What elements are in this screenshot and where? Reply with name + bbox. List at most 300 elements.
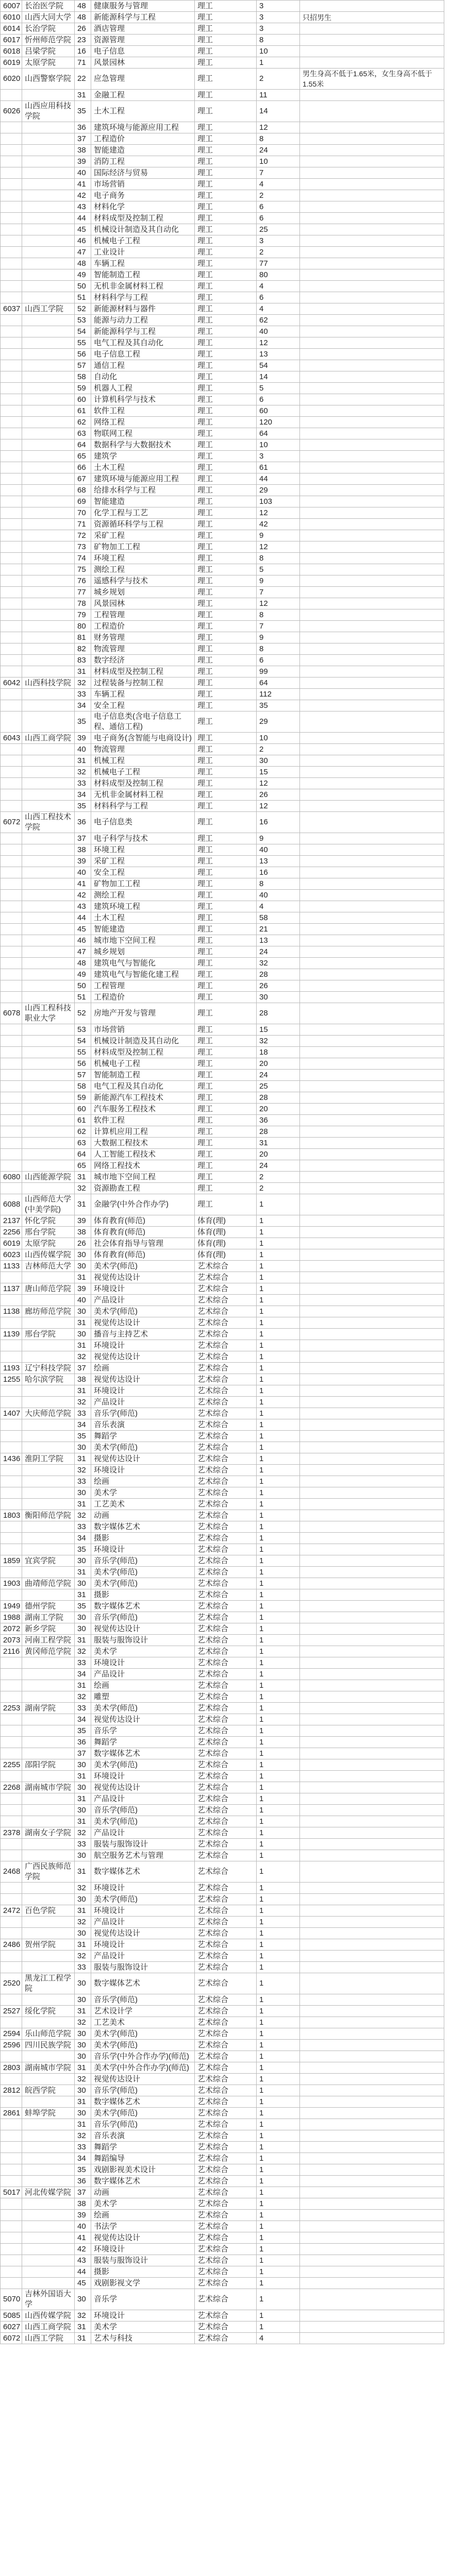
major-name-cell: 酒店管理	[91, 23, 195, 35]
plan-count-cell: 25	[257, 224, 300, 235]
school-name-cell	[22, 2198, 75, 2210]
major-name-cell: 资源管理	[91, 35, 195, 46]
category-cell: 艺术综合	[195, 1771, 257, 1782]
category-cell: 理工	[195, 755, 257, 767]
school-name-cell: 山西工程技术学院	[22, 812, 75, 833]
major-name-cell: 材料成型及控制工程	[91, 213, 195, 224]
table-row	[1, 1635, 444, 1646]
remark-cell	[300, 564, 444, 575]
major-name-cell: 工艺美术	[91, 1499, 195, 1510]
school-name-cell: 湖南学院	[22, 1703, 75, 1714]
school-code-cell	[1, 1024, 22, 1036]
major-code-cell: 52	[75, 303, 91, 315]
school-name-cell	[22, 2130, 75, 2142]
plan-count-cell: 12	[257, 122, 300, 133]
category-cell: 艺术综合	[195, 1623, 257, 1635]
school-name-cell	[22, 2244, 75, 2255]
school-code-cell	[1, 856, 22, 867]
school-code-cell: 2268	[1, 1782, 22, 1793]
school-name-cell	[22, 1317, 75, 1329]
school-code-cell: 6023	[1, 1249, 22, 1261]
remark-cell	[300, 1861, 444, 1883]
major-name-cell: 建筑环境与能源应用工程	[91, 122, 195, 133]
remark-cell	[300, 1419, 444, 1431]
major-name-cell: 过程装备与控制工程	[91, 677, 195, 689]
major-code-cell: 38	[75, 844, 91, 856]
table-row	[1, 946, 444, 958]
major-name-cell: 新能源科学与工程	[91, 326, 195, 337]
table-row	[1, 1883, 444, 1894]
remark-cell	[300, 1351, 444, 1363]
major-name-cell: 视觉传达设计	[91, 2074, 195, 2085]
category-cell: 理工	[195, 530, 257, 541]
table-row	[1, 224, 444, 235]
school-code-cell	[1, 1748, 22, 1759]
school-name-cell	[22, 439, 75, 451]
school-code-cell: 2073	[1, 1635, 22, 1646]
major-code-cell: 50	[75, 980, 91, 992]
table-row	[1, 1805, 444, 1816]
school-code-cell	[1, 2266, 22, 2278]
remark-cell	[300, 1816, 444, 1827]
major-code-cell: 73	[75, 541, 91, 553]
school-name-cell	[22, 1669, 75, 1680]
major-code-cell: 74	[75, 553, 91, 564]
category-cell: 艺术综合	[195, 2310, 257, 2321]
plan-count-cell: 24	[257, 145, 300, 156]
category-cell: 艺术综合	[195, 1317, 257, 1329]
plan-count-cell: 25	[257, 1081, 300, 1092]
major-name-cell: 健康服务与管理	[91, 1, 195, 12]
school-name-cell: 吉林外国语大学	[22, 2289, 75, 2310]
remark-cell	[300, 1973, 444, 1994]
major-name-cell: 舞蹈学	[91, 2142, 195, 2153]
plan-count-cell: 3	[257, 235, 300, 247]
school-name-cell	[22, 1138, 75, 1149]
school-name-cell	[22, 326, 75, 337]
category-cell: 艺术综合	[195, 1894, 257, 1905]
category-cell: 理工	[195, 878, 257, 890]
school-code-cell	[1, 156, 22, 167]
school-name-cell	[22, 2210, 75, 2221]
school-name-cell	[22, 655, 75, 666]
plan-count-cell: 1	[257, 1249, 300, 1261]
remark-cell	[300, 856, 444, 867]
remark-cell	[300, 946, 444, 958]
category-cell: 理工	[195, 1126, 257, 1138]
major-code-cell: 36	[75, 122, 91, 133]
school-code-cell	[1, 598, 22, 609]
major-code-cell: 59	[75, 383, 91, 394]
category-cell: 理工	[195, 856, 257, 867]
plan-count-cell: 28	[257, 969, 300, 980]
remark-cell	[300, 496, 444, 507]
school-code-cell	[1, 1397, 22, 1408]
school-code-cell	[1, 1317, 22, 1329]
remark-cell	[300, 1748, 444, 1759]
school-code-cell: 2527	[1, 2006, 22, 2017]
remark-cell	[300, 1092, 444, 1104]
school-name-cell	[22, 179, 75, 190]
category-cell: 理工	[195, 428, 257, 439]
major-name-cell: 视觉传达设计	[91, 1714, 195, 1725]
school-code-cell	[1, 2096, 22, 2108]
major-code-cell: 30	[75, 1555, 91, 1567]
school-name-cell	[22, 1657, 75, 1669]
school-code-cell	[1, 179, 22, 190]
major-code-cell: 43	[75, 2255, 91, 2266]
major-name-cell: 数字媒体艺术	[91, 1748, 195, 1759]
major-name-cell: 市场营销	[91, 179, 195, 190]
school-code-cell	[1, 462, 22, 473]
school-name-cell: 山西科技学院	[22, 677, 75, 689]
category-cell: 理工	[195, 57, 257, 69]
school-name-cell	[22, 1115, 75, 1126]
major-name-cell: 环境设计	[91, 1939, 195, 1951]
remark-cell	[300, 1578, 444, 1589]
remark-cell	[300, 1340, 444, 1351]
category-cell: 艺术综合	[195, 1601, 257, 1612]
remark-cell	[300, 2176, 444, 2187]
category-cell: 理工	[195, 924, 257, 935]
category-cell: 艺术综合	[195, 2210, 257, 2221]
plan-count-cell: 1	[257, 1351, 300, 1363]
school-code-cell	[1, 655, 22, 666]
plan-count-cell: 1	[257, 1827, 300, 1839]
category-cell: 理工	[195, 190, 257, 201]
remark-cell	[300, 2051, 444, 2062]
plan-count-cell: 1	[257, 1973, 300, 1994]
major-name-cell: 电子信息类(含电子信息工程、通信工程)	[91, 711, 195, 733]
major-code-cell: 72	[75, 530, 91, 541]
major-code-cell: 32	[75, 1351, 91, 1363]
table-row	[1, 980, 444, 992]
table-row	[1, 145, 444, 156]
table-row	[1, 1194, 444, 1215]
table-row	[1, 1160, 444, 1172]
major-code-cell: 54	[75, 1036, 91, 1047]
plan-count-cell: 1	[257, 1759, 300, 1771]
major-name-cell: 遥感科学与技术	[91, 575, 195, 587]
major-code-cell: 44	[75, 213, 91, 224]
school-name-cell	[22, 1499, 75, 1510]
school-name-cell	[22, 530, 75, 541]
school-name-cell	[22, 213, 75, 224]
table-row	[1, 1306, 444, 1317]
remark-cell	[300, 755, 444, 767]
school-name-cell: 绥化学院	[22, 2006, 75, 2017]
school-code-cell	[1, 1272, 22, 1283]
major-code-cell: 55	[75, 1047, 91, 1058]
table-row	[1, 867, 444, 878]
table-row	[1, 1003, 444, 1024]
remark-cell	[300, 2096, 444, 2108]
table-row	[1, 235, 444, 247]
table-row	[1, 326, 444, 337]
category-cell: 理工	[195, 564, 257, 575]
plan-count-cell: 1	[257, 1283, 300, 1295]
school-code-cell	[1, 541, 22, 553]
category-cell: 理工	[195, 1194, 257, 1215]
remark-cell	[300, 1601, 444, 1612]
table-row	[1, 269, 444, 281]
table-row	[1, 156, 444, 167]
remark-cell	[300, 2321, 444, 2333]
major-code-cell: 32	[75, 1691, 91, 1703]
category-cell: 理工	[195, 958, 257, 969]
major-name-cell: 社会体育指导与管理	[91, 1238, 195, 1249]
plan-count-cell: 20	[257, 1058, 300, 1070]
category-cell: 理工	[195, 179, 257, 190]
remark-cell	[300, 201, 444, 213]
school-code-cell	[1, 912, 22, 924]
table-row	[1, 1070, 444, 1081]
category-cell: 艺术综合	[195, 1905, 257, 1917]
major-code-cell: 31	[75, 90, 91, 101]
category-cell: 理工	[195, 201, 257, 213]
table-row	[1, 598, 444, 609]
major-code-cell: 33	[75, 1962, 91, 1973]
major-name-cell: 智能建造	[91, 145, 195, 156]
plan-count-cell: 28	[257, 1126, 300, 1138]
major-name-cell: 环境设计	[91, 1340, 195, 1351]
school-name-cell	[22, 462, 75, 473]
major-name-cell: 美术学(师范)	[91, 1567, 195, 1578]
remark-cell	[300, 1883, 444, 1894]
plan-count-cell: 1	[257, 2176, 300, 2187]
major-code-cell: 37	[75, 2187, 91, 2198]
major-name-cell: 工业设计	[91, 247, 195, 258]
remark-cell	[300, 1680, 444, 1691]
major-code-cell: 31	[75, 1385, 91, 1397]
major-name-cell: 机械设计制造及其自动化	[91, 224, 195, 235]
category-cell: 艺术综合	[195, 2006, 257, 2017]
school-name-cell: 湖南工学院	[22, 1612, 75, 1623]
plan-count-cell: 1	[257, 1261, 300, 1272]
plan-count-cell: 15	[257, 1024, 300, 1036]
major-name-cell: 智能建造	[91, 496, 195, 507]
plan-count-cell: 8	[257, 553, 300, 564]
remark-cell	[300, 2187, 444, 2198]
major-code-cell: 32	[75, 1465, 91, 1476]
school-code-cell	[1, 439, 22, 451]
school-name-cell	[22, 1793, 75, 1805]
table-row	[1, 1973, 444, 1994]
plan-count-cell: 31	[257, 1138, 300, 1149]
major-code-cell: 44	[75, 912, 91, 924]
category-cell: 艺术综合	[195, 2198, 257, 2210]
school-code-cell: 6043	[1, 733, 22, 744]
category-cell: 艺术综合	[195, 1283, 257, 1295]
major-code-cell: 77	[75, 587, 91, 598]
school-name-cell	[22, 1928, 75, 1939]
category-cell: 艺术综合	[195, 1951, 257, 1962]
school-name-cell: 吕梁学院	[22, 46, 75, 57]
major-code-cell: 38	[75, 2198, 91, 2210]
plan-count-cell: 2	[257, 744, 300, 755]
school-code-cell: 6014	[1, 23, 22, 35]
table-row	[1, 1453, 444, 1465]
school-code-cell	[1, 1183, 22, 1194]
major-code-cell: 30	[75, 1306, 91, 1317]
table-row	[1, 1385, 444, 1397]
school-name-cell	[22, 1567, 75, 1578]
category-cell: 理工	[195, 935, 257, 946]
major-code-cell: 37	[75, 1363, 91, 1374]
table-row	[1, 417, 444, 428]
table-row	[1, 1657, 444, 1669]
category-cell: 艺术综合	[195, 1272, 257, 1283]
plan-count-cell: 6	[257, 394, 300, 405]
plan-count-cell: 28	[257, 1003, 300, 1024]
category-cell: 体育(理)	[195, 1227, 257, 1238]
category-cell: 艺术综合	[195, 1839, 257, 1850]
school-name-cell: 贺州学院	[22, 1939, 75, 1951]
plan-count-cell: 30	[257, 992, 300, 1003]
category-cell: 理工	[195, 867, 257, 878]
remark-cell	[300, 1737, 444, 1748]
major-code-cell: 67	[75, 473, 91, 485]
table-row	[1, 2232, 444, 2244]
major-code-cell: 38	[75, 145, 91, 156]
major-code-cell: 34	[75, 1419, 91, 1431]
plan-count-cell: 16	[257, 812, 300, 833]
school-code-cell	[1, 1816, 22, 1827]
remark-cell	[300, 1567, 444, 1578]
school-name-cell	[22, 1036, 75, 1047]
remark-cell	[300, 789, 444, 801]
remark-cell	[300, 1839, 444, 1850]
major-code-cell: 39	[75, 1215, 91, 1227]
plan-count-cell: 1	[257, 1476, 300, 1487]
major-code-cell: 52	[75, 1003, 91, 1024]
remark-cell	[300, 133, 444, 145]
major-name-cell: 风景园林	[91, 598, 195, 609]
school-name-cell	[22, 1340, 75, 1351]
plan-count-cell: 9	[257, 833, 300, 844]
major-code-cell: 78	[75, 598, 91, 609]
school-name-cell	[22, 643, 75, 655]
school-name-cell	[22, 258, 75, 269]
category-cell: 艺术综合	[195, 1544, 257, 1555]
major-name-cell: 视觉传达设计	[91, 1453, 195, 1465]
table-row	[1, 1351, 444, 1363]
remark-cell	[300, 122, 444, 133]
major-code-cell: 38	[75, 1227, 91, 1238]
major-name-cell: 美术学(师范)	[91, 1703, 195, 1714]
table-row	[1, 281, 444, 292]
major-code-cell: 31	[75, 1589, 91, 1601]
major-code-cell: 30	[75, 2028, 91, 2040]
plan-count-cell: 20	[257, 1149, 300, 1160]
school-code-cell: 2812	[1, 2085, 22, 2096]
plan-count-cell: 8	[257, 643, 300, 655]
table-row	[1, 1081, 444, 1092]
remark-cell	[300, 439, 444, 451]
school-code-cell	[1, 1487, 22, 1499]
school-code-cell: 1988	[1, 1612, 22, 1623]
school-name-cell: 四川民族学院	[22, 2040, 75, 2051]
major-code-cell: 31	[75, 2119, 91, 2130]
plan-count-cell: 77	[257, 258, 300, 269]
category-cell: 艺术综合	[195, 1669, 257, 1680]
category-cell: 理工	[195, 778, 257, 789]
major-name-cell: 电子科学与技术	[91, 833, 195, 844]
category-cell: 艺术综合	[195, 1657, 257, 1669]
major-code-cell: 63	[75, 428, 91, 439]
school-code-cell: 1803	[1, 1510, 22, 1521]
table-row	[1, 700, 444, 711]
school-name-cell	[22, 541, 75, 553]
table-row	[1, 1172, 444, 1183]
plan-count-cell: 10	[257, 46, 300, 57]
remark-cell	[300, 812, 444, 833]
remark-cell	[300, 1951, 444, 1962]
plan-count-cell: 99	[257, 666, 300, 677]
major-code-cell: 35	[75, 101, 91, 122]
table-row	[1, 190, 444, 201]
school-name-cell	[22, 801, 75, 812]
table-row	[1, 1092, 444, 1104]
plan-count-cell: 12	[257, 778, 300, 789]
remark-cell	[300, 1669, 444, 1680]
remark-cell	[300, 292, 444, 303]
plan-count-cell: 1	[257, 2266, 300, 2278]
school-name-cell	[22, 156, 75, 167]
school-code-cell	[1, 1476, 22, 1487]
category-cell: 艺术综合	[195, 1612, 257, 1623]
school-name-cell: 太原学院	[22, 57, 75, 69]
table-row	[1, 856, 444, 867]
table-row	[1, 201, 444, 213]
plan-count-cell: 30	[257, 755, 300, 767]
plan-count-cell: 1	[257, 1555, 300, 1567]
major-code-cell: 66	[75, 462, 91, 473]
major-code-cell: 31	[75, 2321, 91, 2333]
remark-cell	[300, 1510, 444, 1521]
category-cell: 艺术综合	[195, 1363, 257, 1374]
category-cell: 理工	[195, 315, 257, 326]
table-row	[1, 632, 444, 643]
school-name-cell	[22, 1272, 75, 1283]
school-name-cell	[22, 2017, 75, 2028]
remark-cell	[300, 655, 444, 666]
major-code-cell: 32	[75, 1883, 91, 1894]
school-name-cell	[22, 2142, 75, 2153]
table-row	[1, 1510, 444, 1521]
plan-count-cell: 40	[257, 326, 300, 337]
major-code-cell: 33	[75, 689, 91, 700]
remark-cell	[300, 1283, 444, 1295]
plan-count-cell: 40	[257, 890, 300, 901]
remark-cell	[300, 1453, 444, 1465]
category-cell: 理工	[195, 812, 257, 833]
category-cell: 艺术综合	[195, 1521, 257, 1533]
school-code-cell	[1, 2074, 22, 2085]
school-code-cell	[1, 1126, 22, 1138]
major-name-cell: 美术学	[91, 2321, 195, 2333]
table-row	[1, 878, 444, 890]
remark-cell	[300, 1385, 444, 1397]
school-name-cell	[22, 90, 75, 101]
school-name-cell	[22, 1070, 75, 1081]
category-cell: 理工	[195, 1104, 257, 1115]
remark-cell	[300, 1476, 444, 1487]
plan-count-cell: 1	[257, 2017, 300, 2028]
major-code-cell: 31	[75, 2333, 91, 2344]
remark-cell	[300, 179, 444, 190]
major-name-cell: 体育教育(师范)	[91, 1227, 195, 1238]
